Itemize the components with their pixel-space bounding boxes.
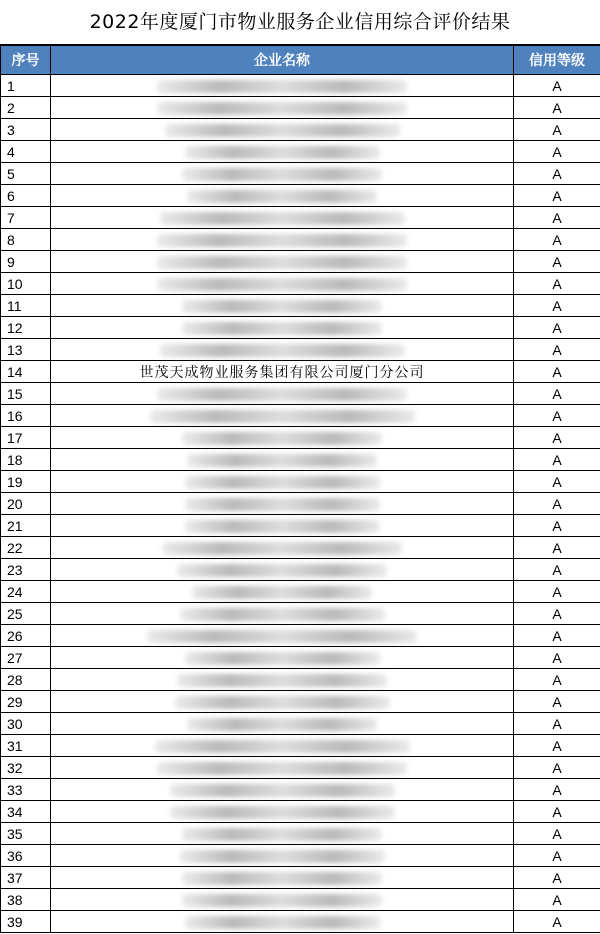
company-name-redacted (51, 581, 514, 603)
redaction-blur (185, 916, 380, 929)
redaction-blur (185, 498, 380, 511)
company-name-redacted (51, 163, 514, 185)
table-row (1, 823, 600, 845)
redaction-blur (185, 146, 380, 159)
row-number: 34 (1, 801, 51, 823)
row-number: 12 (1, 317, 51, 339)
row-number: 6 (1, 185, 51, 207)
row-number: 2 (1, 97, 51, 119)
credit-grade: A (514, 405, 600, 427)
redaction-blur (177, 564, 387, 577)
row-number: 31 (1, 735, 51, 757)
credit-grade: A (514, 581, 600, 603)
redaction-blur (182, 322, 382, 335)
redaction-blur (157, 80, 407, 93)
company-name-redacted (51, 515, 514, 537)
company-name-redacted (51, 845, 514, 867)
credit-grade: A (514, 229, 600, 251)
credit-grade: A (514, 163, 600, 185)
row-number: 35 (1, 823, 51, 845)
redaction-blur (185, 652, 380, 665)
row-number: 19 (1, 471, 51, 493)
table-row (1, 889, 600, 911)
table-row (1, 427, 600, 449)
row-number: 32 (1, 757, 51, 779)
credit-grade: A (514, 559, 600, 581)
row-number: 27 (1, 647, 51, 669)
credit-grade: A (514, 185, 600, 207)
row-number: 24 (1, 581, 51, 603)
company-name (51, 361, 514, 383)
row-number: 33 (1, 779, 51, 801)
redaction-blur (162, 542, 402, 555)
company-name-redacted (51, 493, 514, 515)
redaction-blur (182, 894, 382, 907)
row-number: 21 (1, 515, 51, 537)
credit-grade: A (514, 493, 600, 515)
company-name-text: 世茂天成物业服务集团有限公司厦门分公司 (139, 364, 425, 381)
company-name-redacted (51, 471, 514, 493)
redaction-blur (157, 762, 407, 775)
row-number: 36 (1, 845, 51, 867)
company-name-redacted (51, 801, 514, 823)
redaction-blur (192, 586, 372, 599)
table-row (1, 647, 600, 669)
row-number: 29 (1, 691, 51, 713)
table-row (1, 735, 600, 757)
row-number: 38 (1, 889, 51, 911)
credit-grade: A (514, 713, 600, 735)
table-row (1, 251, 600, 273)
table-row (1, 911, 600, 933)
credit-grade: A (514, 75, 600, 97)
credit-rating-table (0, 45, 600, 933)
table-row (1, 229, 600, 251)
table-row (1, 669, 600, 691)
company-name-redacted (51, 427, 514, 449)
table-row (1, 471, 600, 493)
row-number: 39 (1, 911, 51, 933)
company-name-redacted (51, 823, 514, 845)
company-name-redacted (51, 141, 514, 163)
row-number: 18 (1, 449, 51, 471)
table-row (1, 207, 600, 229)
row-number: 7 (1, 207, 51, 229)
credit-grade: A (514, 317, 600, 339)
row-number: 11 (1, 295, 51, 317)
header-grade: 信用等级 (514, 46, 600, 75)
table-row (1, 801, 600, 823)
redaction-blur (157, 102, 407, 115)
redaction-blur (180, 850, 385, 863)
table-row (1, 405, 600, 427)
table-row (1, 361, 600, 383)
table-row (1, 75, 600, 97)
table-row (1, 691, 600, 713)
row-number: 4 (1, 141, 51, 163)
table-row (1, 581, 600, 603)
table-body (1, 75, 600, 933)
company-name-redacted (51, 559, 514, 581)
table-row (1, 559, 600, 581)
row-number: 10 (1, 273, 51, 295)
company-name-redacted (51, 867, 514, 889)
company-name-redacted (51, 251, 514, 273)
row-number: 1 (1, 75, 51, 97)
credit-grade: A (514, 273, 600, 295)
page-title: 2022年度厦门市物业服务企业信用综合评价结果 (0, 0, 600, 45)
company-name-redacted (51, 537, 514, 559)
table-row (1, 493, 600, 515)
redaction-blur (177, 674, 387, 687)
redaction-blur (155, 740, 410, 753)
credit-grade: A (514, 449, 600, 471)
redaction-blur (182, 872, 382, 885)
company-name-redacted (51, 119, 514, 141)
credit-grade: A (514, 295, 600, 317)
redaction-blur (157, 256, 407, 269)
credit-grade: A (514, 471, 600, 493)
redaction-blur (185, 520, 380, 533)
row-number: 14 (1, 361, 51, 383)
redaction-blur (187, 718, 377, 731)
company-name-redacted (51, 691, 514, 713)
row-number: 17 (1, 427, 51, 449)
row-number: 9 (1, 251, 51, 273)
company-name-redacted (51, 339, 514, 361)
company-name-redacted (51, 273, 514, 295)
redaction-blur (182, 300, 382, 313)
table-row (1, 273, 600, 295)
credit-grade: A (514, 97, 600, 119)
table-row (1, 537, 600, 559)
company-name-redacted (51, 647, 514, 669)
company-name-redacted (51, 229, 514, 251)
company-name-redacted (51, 295, 514, 317)
company-name-redacted (51, 603, 514, 625)
credit-grade: A (514, 801, 600, 823)
row-number: 16 (1, 405, 51, 427)
row-number: 20 (1, 493, 51, 515)
table-row (1, 119, 600, 141)
redaction-blur (182, 168, 382, 181)
table-row (1, 185, 600, 207)
table-row (1, 449, 600, 471)
credit-grade: A (514, 361, 600, 383)
header-no: 序号 (1, 46, 51, 75)
credit-grade: A (514, 889, 600, 911)
header-name: 企业名称 (51, 46, 514, 75)
row-number: 28 (1, 669, 51, 691)
table-row (1, 867, 600, 889)
company-name-redacted (51, 97, 514, 119)
row-number: 13 (1, 339, 51, 361)
row-number: 22 (1, 537, 51, 559)
redaction-blur (185, 476, 380, 489)
credit-grade: A (514, 647, 600, 669)
redaction-blur (147, 630, 417, 643)
row-number: 15 (1, 383, 51, 405)
row-number: 30 (1, 713, 51, 735)
redaction-blur (187, 454, 377, 467)
redaction-blur (182, 828, 382, 841)
table-row (1, 141, 600, 163)
company-name-redacted (51, 889, 514, 911)
company-name-redacted (51, 405, 514, 427)
credit-grade: A (514, 691, 600, 713)
company-name-redacted (51, 779, 514, 801)
credit-grade: A (514, 251, 600, 273)
company-name-redacted (51, 185, 514, 207)
redaction-blur (150, 410, 415, 423)
table-row (1, 339, 600, 361)
company-name-redacted (51, 735, 514, 757)
credit-grade: A (514, 141, 600, 163)
company-name-redacted (51, 75, 514, 97)
company-name-redacted (51, 757, 514, 779)
redaction-blur (170, 784, 395, 797)
redaction-blur (175, 696, 390, 709)
redaction-blur (187, 190, 377, 203)
row-number: 37 (1, 867, 51, 889)
credit-grade: A (514, 757, 600, 779)
table-header-row (1, 46, 600, 75)
redaction-blur (180, 608, 385, 621)
credit-grade: A (514, 735, 600, 757)
redaction-blur (182, 432, 382, 445)
company-name-redacted (51, 713, 514, 735)
table-row (1, 779, 600, 801)
table-row (1, 295, 600, 317)
redaction-blur (170, 806, 395, 819)
row-number: 23 (1, 559, 51, 581)
company-name-redacted (51, 383, 514, 405)
table-row (1, 383, 600, 405)
redaction-blur (160, 344, 405, 357)
row-number: 8 (1, 229, 51, 251)
row-number: 25 (1, 603, 51, 625)
table-row (1, 163, 600, 185)
company-name-redacted (51, 317, 514, 339)
credit-grade: A (514, 625, 600, 647)
redaction-blur (157, 388, 407, 401)
table-row (1, 97, 600, 119)
redaction-blur (157, 234, 407, 247)
company-name-redacted (51, 625, 514, 647)
credit-grade: A (514, 537, 600, 559)
credit-grade: A (514, 911, 600, 933)
table-row (1, 515, 600, 537)
redaction-blur (157, 278, 407, 291)
credit-grade: A (514, 779, 600, 801)
row-number: 5 (1, 163, 51, 185)
credit-grade: A (514, 823, 600, 845)
credit-grade: A (514, 867, 600, 889)
row-number: 26 (1, 625, 51, 647)
credit-grade: A (514, 207, 600, 229)
redaction-blur (165, 124, 400, 137)
company-name-redacted (51, 911, 514, 933)
redaction-blur (160, 212, 405, 225)
table-row (1, 603, 600, 625)
credit-grade: A (514, 119, 600, 141)
credit-grade: A (514, 515, 600, 537)
table-row (1, 317, 600, 339)
table-row (1, 625, 600, 647)
company-name-redacted (51, 207, 514, 229)
table-row (1, 713, 600, 735)
credit-grade: A (514, 845, 600, 867)
credit-grade: A (514, 669, 600, 691)
row-number: 3 (1, 119, 51, 141)
table-row (1, 845, 600, 867)
company-name-redacted (51, 449, 514, 471)
credit-grade: A (514, 339, 600, 361)
credit-grade: A (514, 383, 600, 405)
table-row (1, 757, 600, 779)
company-name-redacted (51, 669, 514, 691)
credit-grade: A (514, 427, 600, 449)
credit-grade: A (514, 603, 600, 625)
